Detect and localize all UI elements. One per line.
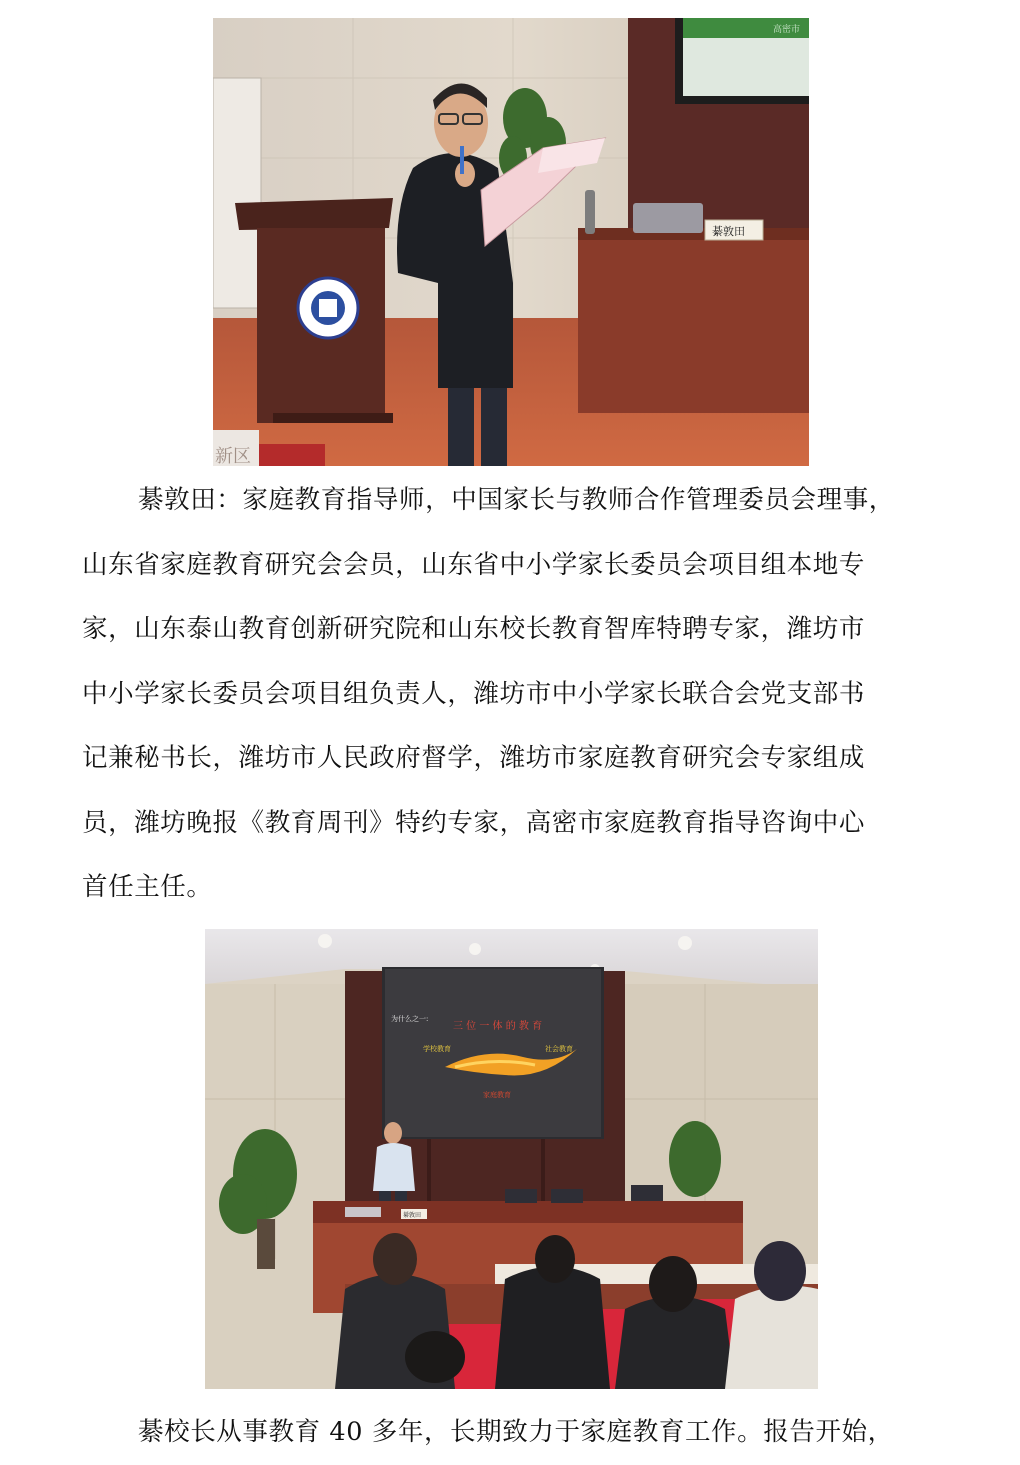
speaker-photo-scene — [213, 18, 809, 466]
bio-line-6: 员，潍坊晚报《教育周刊》特约专家，高密市家庭教育指导咨询中心 — [82, 807, 866, 838]
slide-right-label: 社会教育 — [545, 1045, 573, 1053]
lecture-hall-scene — [205, 929, 818, 1389]
nameplate-text: 綦敦田 — [712, 225, 745, 238]
bio-line-2: 山东省家庭教育研究会会员，山东省中小学家长委员会项目组本地专 — [82, 549, 866, 580]
lecture-hall-photo — [205, 929, 818, 1389]
bio-line-4: 中小学家长委员会项目组负责人，潍坊市中小学家长联合会党支部书 — [82, 678, 866, 709]
bio-line-1: 綦敦田：家庭教育指导师，中国家长与教师合作管理委员会理事， — [138, 485, 895, 515]
slide-header: 为什么之一: — [391, 1015, 429, 1023]
stage-nameplate: 綦敦田 — [403, 1212, 422, 1219]
bio-line-7: 首任主任。 — [82, 872, 213, 902]
speaker-bio-paragraph — [82, 468, 938, 920]
slide-bottom-label: 家庭教育 — [483, 1091, 511, 1099]
screen-corner-text: 高密市 — [773, 25, 801, 35]
career-paragraph — [82, 1400, 938, 1465]
slide-title: 三 位 一 体 的 教 育 — [453, 1021, 543, 1032]
career-line-1: 綦校长从事教育 40 多年，长期致力于家庭教育工作。报告开始， — [138, 1417, 894, 1447]
speaker-photo — [213, 18, 809, 466]
bio-line-3: 家，山东泰山教育创新研究院和山东校长教育智库特聘专家，潍坊市 — [82, 614, 866, 644]
bio-line-5: 记兼秘书长，潍坊市人民政府督学，潍坊市家庭教育研究会专家组成 — [82, 743, 866, 773]
slide-left-label: 学校教育 — [423, 1045, 451, 1053]
corner-sign-text: 新区 — [215, 446, 251, 466]
